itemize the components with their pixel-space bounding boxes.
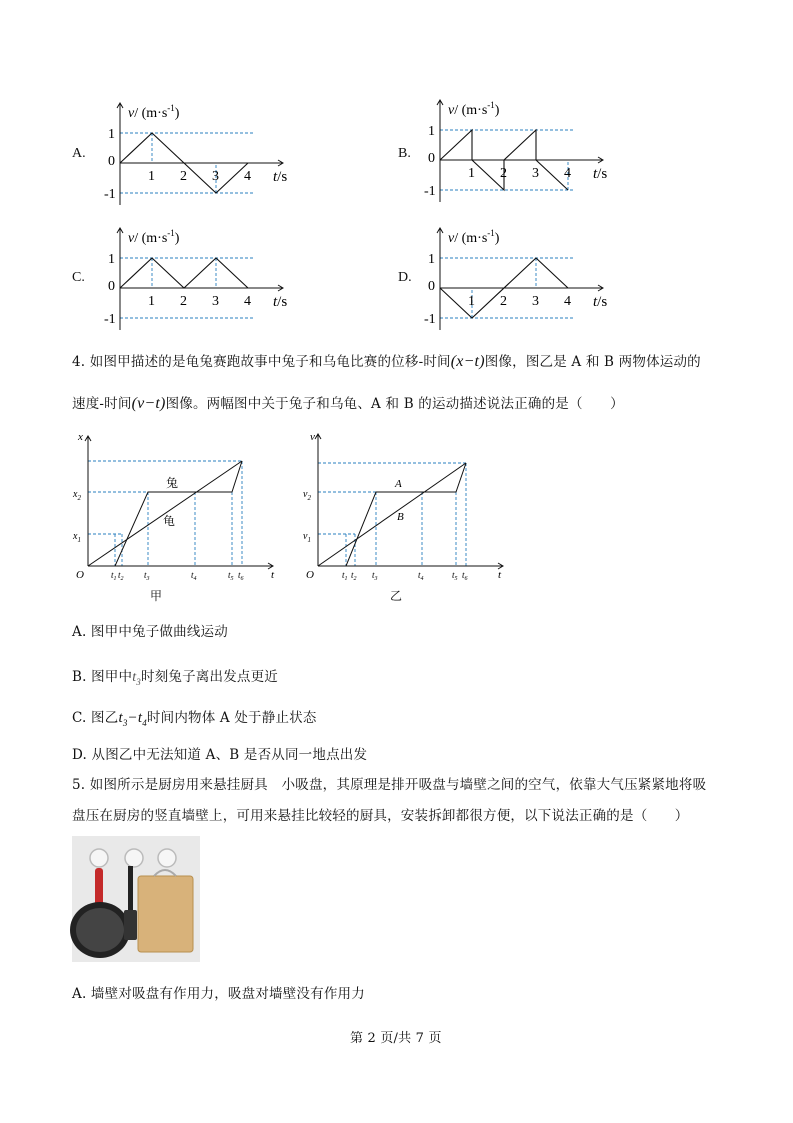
- t-axis-label: t/s: [593, 166, 608, 182]
- option-d-label: D.: [398, 270, 412, 285]
- t-sub-tick-label: $t_3$: [372, 570, 378, 582]
- t-axis-label: t/s: [273, 294, 288, 310]
- q4-stem-text-b: 图像，图乙是 A 和 B 两物体运动的: [484, 354, 701, 370]
- q4-vt-symbol: (v−t): [131, 395, 166, 412]
- t-tick-label: 1: [148, 169, 155, 184]
- jia-x2-label: $x_2$: [73, 489, 81, 502]
- t-sub-tick-label: $t_6$: [238, 570, 244, 582]
- y-tick-0: 0: [428, 279, 435, 294]
- y-tick-1: 1: [428, 252, 435, 267]
- yi-v1-label: $v_1$: [303, 531, 311, 544]
- t-tick-label: 4: [244, 169, 251, 184]
- q4-option-c-text-b: 时间内物体 A 处于静止状态: [146, 710, 317, 726]
- jia-x1-label: $x_1$: [73, 531, 81, 544]
- yi-origin-label: O: [306, 569, 314, 581]
- t-sub-tick-label: $t_4$: [418, 570, 424, 582]
- q4-stem-text-c: 速度-时间: [72, 396, 132, 412]
- t-sub-tick-label: $t_6$: [462, 570, 468, 582]
- t-sub-tick-label: $t_5$: [452, 570, 458, 582]
- t-sub-tick-label: $t_2$: [351, 570, 357, 582]
- vt-graph-option-d: [424, 215, 630, 330]
- q5-stem-line2: 盘压在厨房的竖直墙壁上，可用来悬挂比较轻的厨具，安装拆卸都很方便，以下说法正确的是（ ）: [72, 808, 689, 824]
- q4-option-b: [72, 665, 278, 687]
- q4-stem-text-a: 4. 如图甲描述的是龟兔赛跑故事中兔子和乌龟比赛的位移-时间: [72, 354, 451, 370]
- jia-rabbit-label: 兔: [166, 476, 179, 490]
- q4-option-c-t3t4: $t_3-t_4$: [118, 710, 147, 728]
- t-axis-label: t/s: [273, 169, 288, 185]
- jia-origin-label: O: [76, 569, 84, 581]
- q4-option-a: A. 图甲中兔子做曲线运动: [72, 624, 228, 640]
- q4-stem-text-d: 图像。两幅图中关于兔子和乌龟、A 和 B 的运动描述说法正确的是（ ）: [165, 396, 624, 412]
- jia-x-axis-label: t: [271, 569, 275, 581]
- q4-graph-yi: [298, 428, 513, 582]
- t-tick-label: 4: [564, 294, 571, 309]
- q4-option-b-text-a: B. 图甲中: [72, 669, 133, 685]
- y-tick-neg1: -1: [424, 184, 436, 199]
- q4-option-b-text-b: 时刻兔子离出发点更近: [141, 669, 278, 685]
- q4-stem-line1: [72, 350, 701, 371]
- y-tick-0: 0: [108, 154, 115, 169]
- q4-option-c-text-a: C. 图乙: [72, 710, 119, 726]
- t-sub-tick-label: $t_1$: [111, 570, 117, 582]
- t-tick-label: 2: [500, 166, 507, 181]
- yi-x-axis-label: t: [498, 569, 502, 581]
- kitchen-suction-hooks-photo: [72, 836, 200, 962]
- t-sub-tick-label: $t_5$: [228, 570, 234, 582]
- t-tick-label: 2: [180, 169, 187, 184]
- yi-y-axis-label: v: [310, 431, 315, 443]
- jia-turtle-label: 龟: [163, 514, 176, 528]
- y-tick-neg1: -1: [104, 187, 116, 202]
- jia-caption: 甲: [150, 589, 163, 603]
- t-sub-tick-label: $t_2$: [118, 570, 124, 582]
- t-tick-label: 3: [532, 294, 539, 309]
- vt-curve: [120, 258, 248, 288]
- q4-stem-line2: [72, 392, 624, 413]
- t-tick-label: 3: [212, 294, 219, 309]
- vt-graph-option-b: [424, 88, 630, 200]
- t-tick-label: 3: [532, 166, 539, 181]
- y-tick-neg1: -1: [104, 312, 116, 327]
- q4-option-d: D. 从图乙中无法知道 A、B 是否从同一地点出发: [72, 747, 368, 763]
- v-axis-label: v/ $(m\cdot s^{-1})$: [128, 103, 180, 121]
- t-sub-tick-label: $t_1$: [342, 570, 348, 582]
- q4-option-c: [72, 706, 317, 728]
- t-tick-label: 4: [244, 294, 251, 309]
- q4-xt-symbol: (x−t): [450, 353, 485, 370]
- t-sub-tick-label: $t_3$: [144, 570, 150, 582]
- t-tick-label: 1: [148, 294, 155, 309]
- t-axis-label: t/s: [593, 294, 608, 310]
- y-tick-0: 0: [108, 279, 115, 294]
- yi-caption: 乙: [390, 589, 403, 603]
- option-c-label: C.: [72, 270, 85, 285]
- y-tick-1: 1: [428, 124, 435, 139]
- yi-v2-label: $v_2$: [303, 489, 311, 502]
- t-tick-label: 2: [180, 294, 187, 309]
- vt-graph-option-c: [104, 215, 310, 330]
- y-tick-neg1: -1: [424, 312, 436, 327]
- y-tick-1: 1: [108, 252, 115, 267]
- v-axis-label: v/ $(m\cdot s^{-1})$: [448, 228, 500, 246]
- page-footer: 第 2 页/共 7 页: [350, 1031, 442, 1046]
- yi-b-label: B: [397, 511, 404, 523]
- t-sub-tick-label: $t_4$: [191, 570, 197, 582]
- v-axis-label: v/ $(m\cdot s^{-1})$: [448, 100, 500, 118]
- v-axis-label: v/ $(m\cdot s^{-1})$: [128, 228, 180, 246]
- t-tick-label: 2: [500, 294, 507, 309]
- y-tick-1: 1: [108, 127, 115, 142]
- q4-graph-jia: [68, 428, 283, 582]
- t-tick-label: 1: [468, 294, 475, 309]
- option-b-label: B.: [398, 146, 411, 161]
- q5-option-a: A. 墙壁对吸盘有作用力，吸盘对墙壁没有作用力: [72, 986, 365, 1002]
- y-tick-0: 0: [428, 151, 435, 166]
- q4-option-b-t3: $t_3$: [132, 670, 141, 687]
- jia-y-axis-label: x: [78, 431, 83, 443]
- q5-stem-line1: 5. 如图所示是厨房用来悬挂厨具 小吸盘，其原理是排开吸盘与墙壁之间的空气，依靠大气压紧紧地将吸: [72, 777, 707, 793]
- t-tick-label: 4: [564, 166, 571, 181]
- t-tick-label: 3: [212, 169, 219, 184]
- vt-graph-option-a: [104, 90, 310, 202]
- option-a-label: A.: [72, 146, 86, 161]
- yi-a-label: A: [395, 478, 402, 490]
- t-tick-label: 1: [468, 166, 475, 181]
